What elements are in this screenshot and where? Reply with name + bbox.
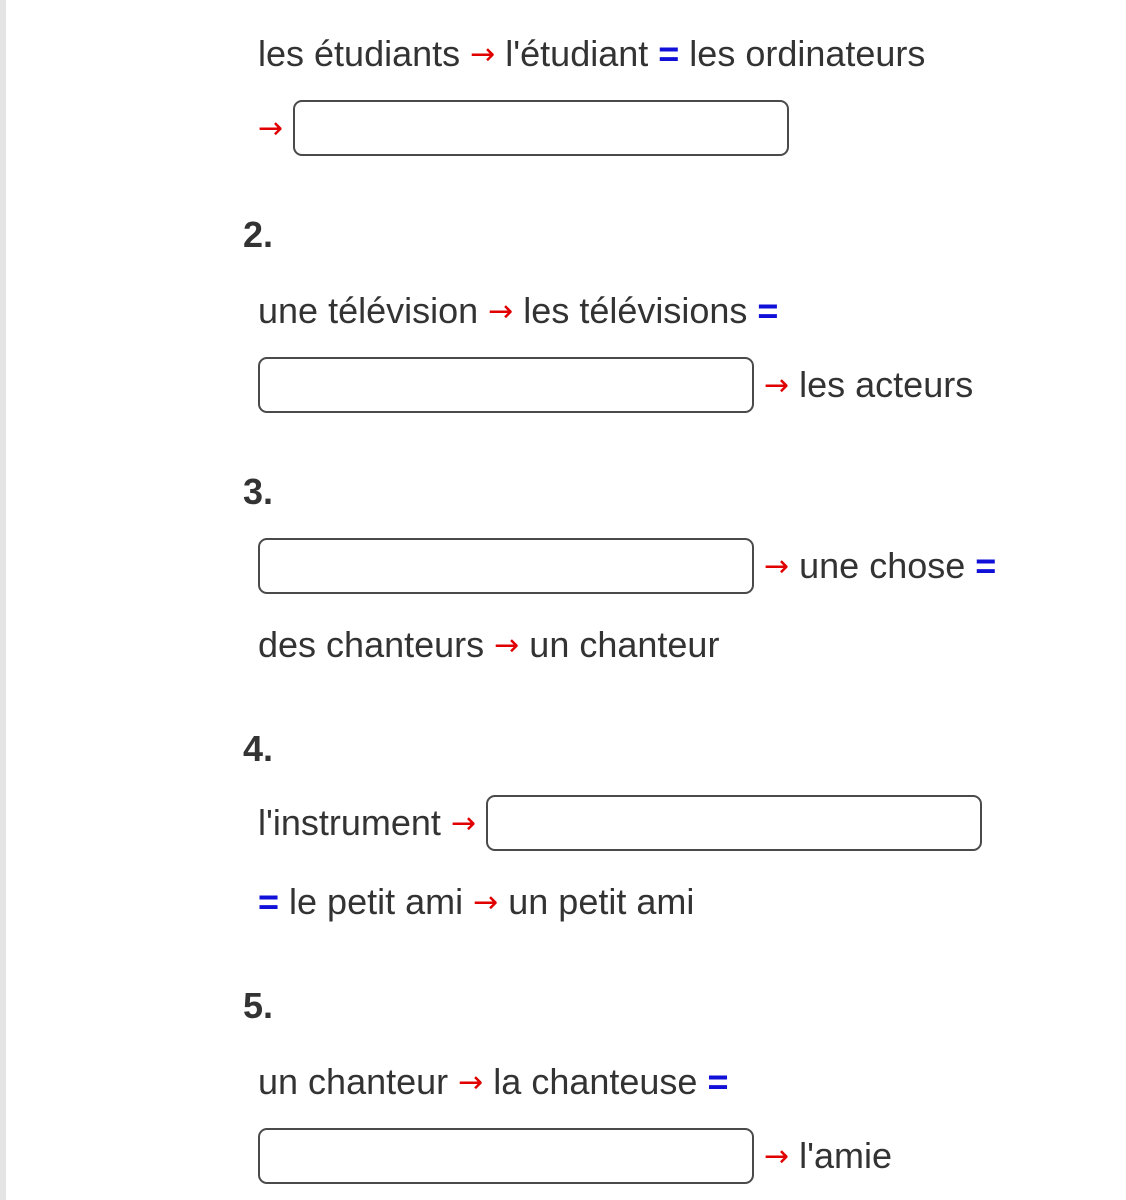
- arrow-icon: →: [450, 806, 477, 841]
- item4-word2: le petit ami: [289, 881, 464, 922]
- item4-number: 4.: [243, 728, 274, 769]
- item1-word3: les ordinateurs: [689, 33, 926, 74]
- item3-word1: une chose: [799, 545, 966, 586]
- item1-answer-input[interactable]: [293, 100, 789, 156]
- item4-line1: [258, 793, 982, 853]
- item4-answer-input[interactable]: [486, 795, 982, 851]
- item2-number: 2.: [243, 214, 274, 255]
- arrow-icon: →: [764, 368, 790, 403]
- item1-line2: [258, 98, 789, 158]
- item2-word1: une télévision: [258, 290, 479, 331]
- item3-line2: [258, 615, 719, 675]
- item5-answer-input[interactable]: [258, 1128, 754, 1184]
- arrow-icon: →: [764, 1139, 790, 1174]
- item3-line1: [258, 536, 996, 596]
- item5-line1: [258, 1052, 728, 1112]
- equals-sign: =: [707, 1061, 729, 1102]
- item5-word2: la chanteuse: [493, 1061, 698, 1102]
- arrow-icon: →: [764, 549, 790, 584]
- item5-word3: l'amie: [799, 1135, 893, 1176]
- item2-line2: [258, 355, 973, 415]
- item2-word3: les acteurs: [799, 364, 974, 405]
- item3-word2: des chanteurs: [258, 624, 485, 665]
- item3-number: 3.: [243, 471, 274, 512]
- arrow-icon: →: [258, 111, 284, 146]
- item2-word2: les télévisions: [523, 290, 748, 331]
- arrow-icon: →: [470, 37, 496, 72]
- item4-line2: [258, 872, 694, 932]
- item1-word1: les étudiants: [258, 33, 461, 74]
- equals-sign: =: [258, 881, 280, 922]
- item4-word3: un petit ami: [508, 881, 695, 922]
- equals-sign: =: [975, 545, 997, 586]
- arrow-icon: →: [458, 1065, 484, 1100]
- item3-answer-input[interactable]: [258, 538, 754, 594]
- item4-word1: l'instrument: [258, 802, 441, 843]
- item1-word2: l'étudiant: [505, 33, 649, 74]
- arrow-icon: →: [494, 628, 520, 663]
- arrow-icon: →: [488, 294, 514, 329]
- item5-number: 5.: [243, 985, 274, 1026]
- item1-line1: [258, 24, 925, 84]
- item2-line1: [258, 281, 778, 341]
- item2-answer-input[interactable]: [258, 357, 754, 413]
- item3-word3: un chanteur: [529, 624, 720, 665]
- arrow-icon: →: [473, 885, 499, 920]
- equals-sign: =: [658, 33, 680, 74]
- equals-sign: =: [757, 290, 779, 331]
- item5-line2: [258, 1126, 892, 1186]
- item5-word1: un chanteur: [258, 1061, 449, 1102]
